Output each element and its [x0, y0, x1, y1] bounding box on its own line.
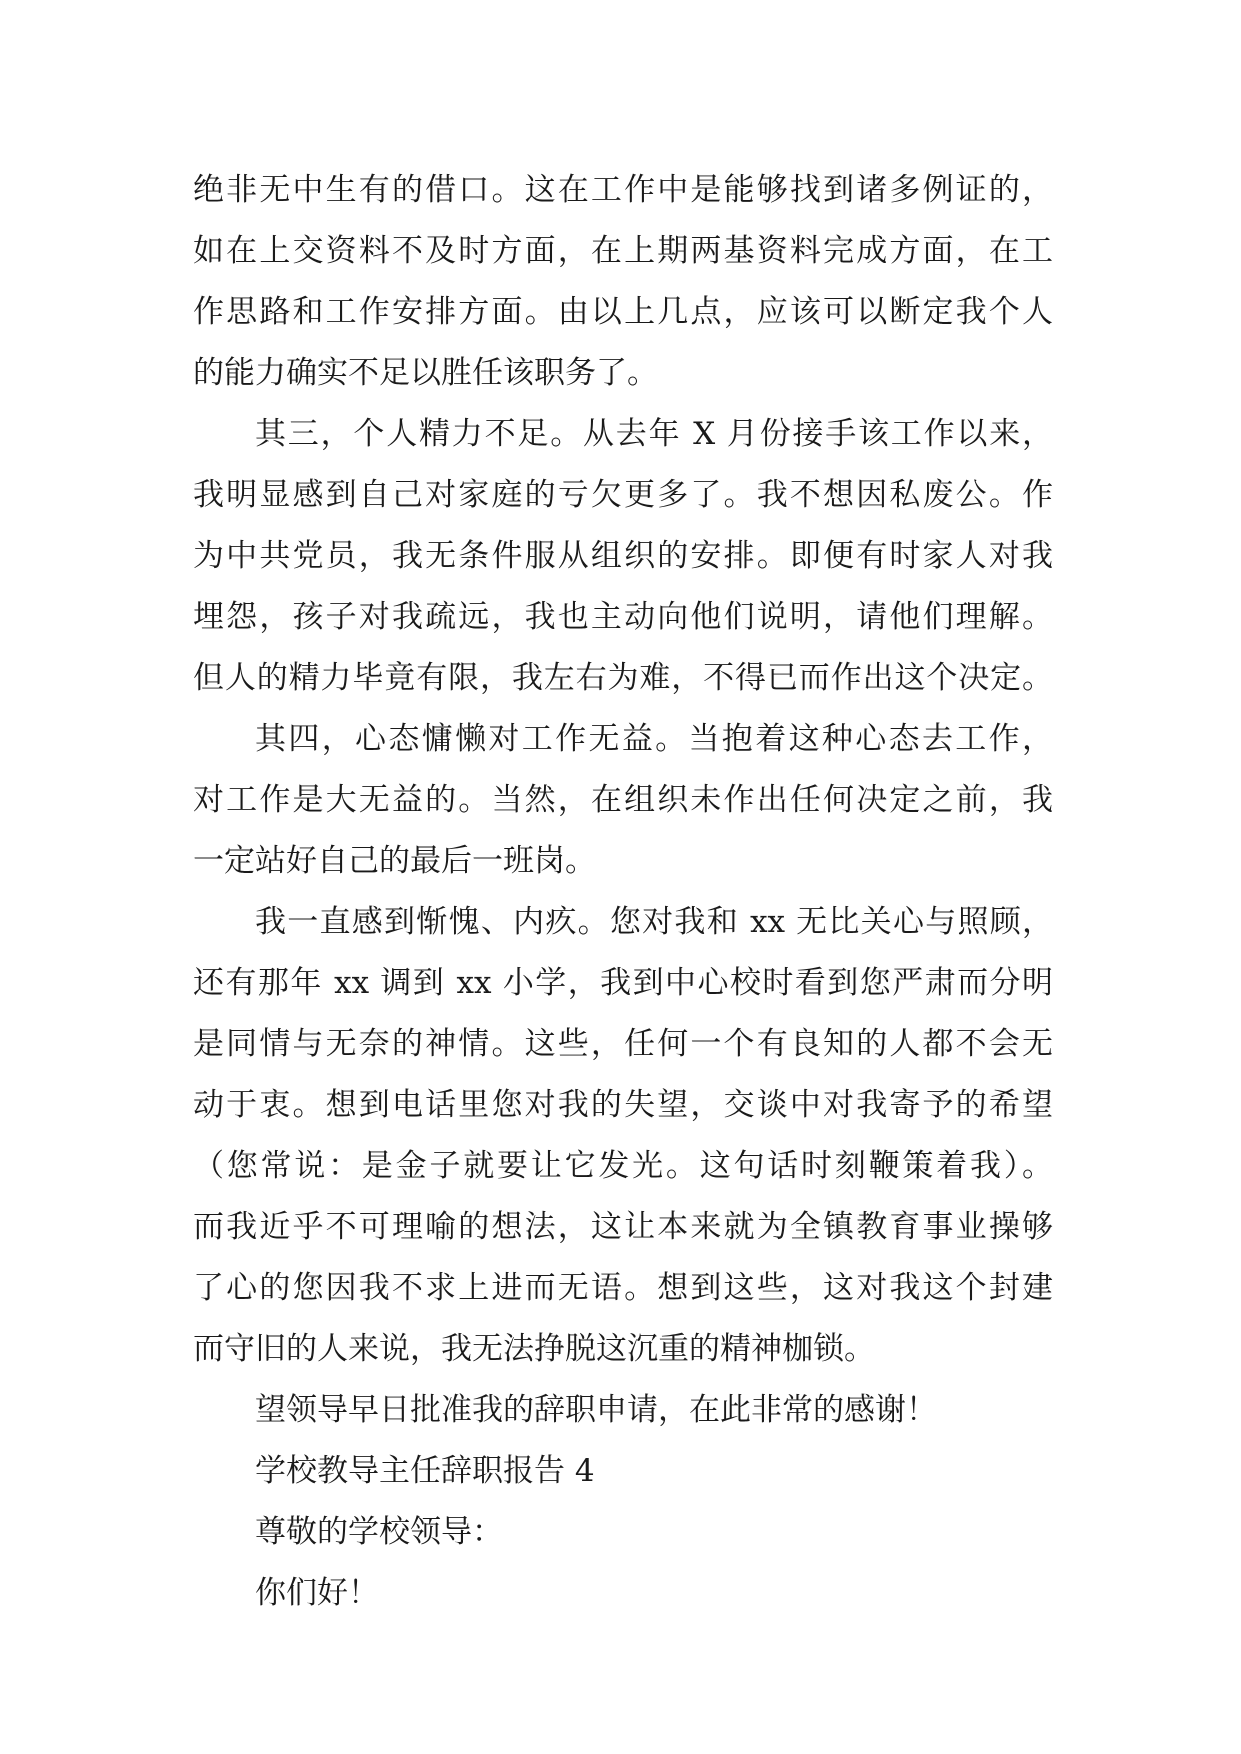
text-line: 我明显感到自己对家庭的亏欠更多了。我不想因私废公。作 — [193, 477, 1053, 513]
text-line: 但人的精力毕竟有限，我左右为难，不得已而作出这个决定。 — [193, 660, 1053, 696]
text-line: 对工作是大无益的。当然，在组织未作出任何决定之前，我 — [193, 782, 1053, 818]
text-line: 的能力确实不足以胜任该职务了。 — [193, 355, 658, 391]
closing-request: 望领导早日批准我的辞职申请，在此非常的感谢！ — [255, 1392, 937, 1428]
text-line: 而守旧的人来说，我无法挣脱这沉重的精神枷锁。 — [193, 1331, 875, 1367]
text-line: 一定站好自己的最后一班岗。 — [193, 843, 596, 879]
text-line: （您常说：是金子就要让它发光。这句话时刻鞭策着我）。 — [193, 1148, 1053, 1184]
greeting: 你们好！ — [255, 1575, 379, 1611]
paragraph-start: 其四，心态慵懒对工作无益。当抱着这种心态去工作， — [255, 721, 1053, 757]
text-line: 作思路和工作安排方面。由以上几点，应该可以断定我个人 — [193, 294, 1053, 330]
text-line: 而我近乎不可理喻的想法，这让本来就为全镇教育事业操够 — [193, 1209, 1053, 1245]
text-line: 绝非无中生有的借口。这在工作中是能够找到诸多例证的， — [193, 172, 1053, 208]
salutation: 尊敬的学校领导： — [255, 1514, 503, 1550]
text-line: 埋怨，孩子对我疏远，我也主动向他们说明，请他们理解。 — [193, 599, 1053, 635]
paragraph-start: 其三，个人精力不足。从去年 X 月份接手该工作以来， — [255, 416, 1053, 452]
text-line: 是同情与无奈的神情。这些，任何一个有良知的人都不会无 — [193, 1026, 1053, 1062]
section-heading: 学校教导主任辞职报告 4 — [255, 1453, 595, 1489]
text-line: 为中共党员，我无条件服从组织的安排。即便有时家人对我 — [193, 538, 1053, 574]
text-line: 如在上交资料不及时方面，在上期两基资料完成方面，在工 — [193, 233, 1053, 269]
text-line: 还有那年 xx 调到 xx 小学，我到中心校时看到您严肃而分明 — [193, 965, 1053, 1001]
text-line: 了心的您因我不求上进而无语。想到这些，这对我这个封建 — [193, 1270, 1053, 1306]
paragraph-start: 我一直感到惭愧、内疚。您对我和 xx 无比关心与照顾， — [255, 904, 1053, 940]
document-page — [193, 160, 1053, 1624]
text-line: 动于衷。想到电话里您对我的失望，交谈中对我寄予的希望 — [193, 1087, 1053, 1123]
